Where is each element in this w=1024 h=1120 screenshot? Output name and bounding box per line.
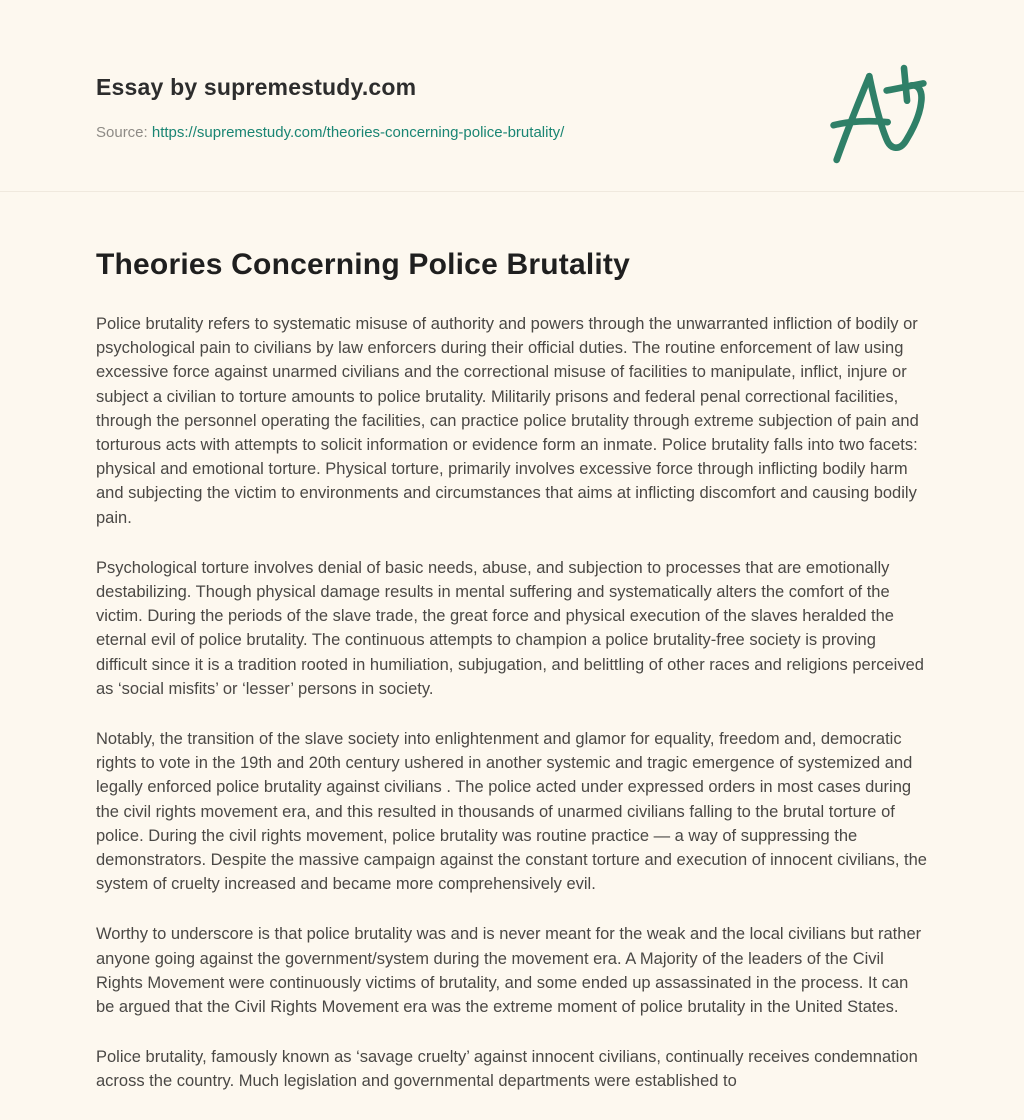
paragraph-1: Police brutality refers to systematic misuse of authority and powers through the unwarranted infliction of bodily or psychological pain to civilians by law enforcers during their official duties. The routine enforcement of law using excessive force against unarmed civilians and the correctional misuse of facilities to manipulate, inflict, injure or subject a civilian to torture amounts to police brutality. Militarily prisons and federal penal correctional facilities, through the personnel operating the facilities, can practice police brutality through extreme subjection of pain and torturous acts with attempts to solicit information or evidence form an inmate. Police brutality falls into two facets: physical and emotional torture. Physical torture, primarily involves excessive force through inflicting bodily harm and subjecting the victim to environments and circumstances that aims at inflicting discomfort and causing bodily pain. xyxy=(96,315,919,527)
source-line xyxy=(96,124,564,141)
source-link[interactable]: https://supremestudy.com/theories-concerning-police-brutality/ xyxy=(151,124,565,141)
paragraph-4: Worthy to underscore is that police brutality was and is never meant for the weak and the local civilians but rather anyone going against the government/system during the movement era. A Majority of the leaders of the Civil Rights Movement were continuously victims of brutality, and some ended up assassinated in the process. It can be argued that the Civil Rights Movement era was the extreme moment of police brutality in the United States. xyxy=(96,925,922,1017)
logo-plus-vertical xyxy=(904,68,907,101)
byline: Essay by supremestudy.com xyxy=(96,74,417,100)
paragraph-3: Notably, the transition of the slave society into enlightenment and glamor for equality, freedom and, democratic rights to vote in the 19th and 20th century ushered in another systemic and tragic emergence of systemized and legally enforced police brutality against civilians . The police acted under expressed orders in most cases during the civil rights movement era, and this resulted in thousands of unarmed civilians falling to the brutal torture of police. During the civil rights movement, police brutality was routine practice — a way of suppressing the demonstrators. Despite the massive campaign against the constant torture and execution of innocent civilians, the system of cruelty increased and became more comprehensively evil. xyxy=(96,730,927,894)
article xyxy=(96,246,930,1120)
paragraph-5: Police brutality, famously known as ‘savage cruelty’ against innocent civilians, continually receives condemnation across the country. Much legislation and governmental departments were established to xyxy=(96,1048,918,1091)
paragraph-2: Psychological torture involves denial of basic needs, abuse, and subjection to processes that are emotionally destabilizing. Though physical damage results in mental suffering and systematically alters the comfort of the victim. During the periods of the slave trade, the great force and physical execution of the slaves heralded the eternal evil of police brutality. The continuous attempts to champion a police brutality-free society is proving difficult since it is a tradition rooted in humiliation, subjugation, and belittling of other races and religions perceived as ‘social misfits’ or ‘lesser’ persons in society. xyxy=(96,558,924,698)
source-label: Source: xyxy=(96,124,148,141)
a-plus-logo-icon xyxy=(830,64,928,164)
header-divider xyxy=(0,191,1024,192)
page-title: Theories Concerning Police Brutality xyxy=(96,248,630,281)
